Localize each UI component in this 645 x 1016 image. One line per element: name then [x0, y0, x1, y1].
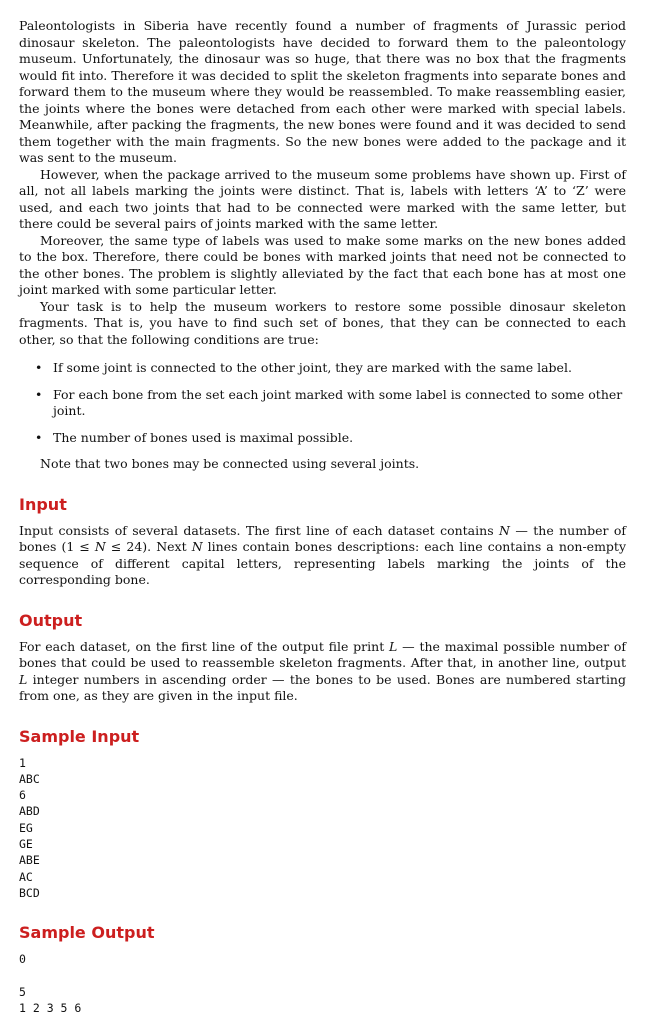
output-text-b: — the maximal possible number of bones that could be used to reassemble skeleton fragments. After that, in another line, output — [19, 638, 626, 670]
var-n: N — [191, 539, 203, 554]
var-n: N — [94, 539, 106, 554]
intro-paragraph-3: Moreover, the same type of labels was used to make some marks on the new bones added to the box. Therefore, there could be bones with marked joints that need not be connected to the other bones. The problem is slightly alleviated by the fact that each bone has at most one joint marked with some particular letter. — [19, 232, 626, 297]
output-heading: Output — [19, 610, 83, 630]
output-description — [19, 639, 626, 705]
conditions-list — [19, 360, 626, 446]
output-text-c: integer numbers in ascending order — the bones to be used. Bones are numbered starting from one, as they are given in the input file. — [19, 671, 626, 703]
intro-paragraph-4: Your task is to help the museum workers to restore some possible dinosaur skeleton fragments. That is, you have to find such set of bones, that they can be connected to each other, so that the following conditions are true: — [19, 298, 626, 347]
condition-item: • If some joint is connected to the other joint, they are marked with the same label. — [35, 360, 626, 377]
var-n: N — [499, 522, 510, 538]
var-l: L — [19, 671, 28, 687]
input-text-b: — the number of bones (1 ≤ — [19, 522, 626, 554]
sample-input-block: 1 ABC 6 ABD EG GE ABE AC BCD — [19, 755, 40, 900]
var-l: L — [389, 638, 398, 654]
sample-output-block: 0 5 1 2 3 5 6 — [19, 952, 82, 1016]
output-text-a: For each dataset, on the first line of the output file print — [19, 638, 390, 654]
sample-output-heading: Sample Output — [19, 923, 155, 943]
condition-item: • The number of bones used is maximal possible. — [35, 430, 626, 447]
input-description — [19, 523, 626, 589]
intro-paragraph-1: Paleontologists in Siberia have recently found a number of fragments of Jurassic period dinosaur skeleton. The paleontologists have decided to forward them to the paleontology museum. Unfortunately, the dinosaur was so huge, that there was no box that the fragments would fit into. Therefore it was decided to split the skeleton fragments into separate bones and forward them to the museum where they would be reassembled. To make reassembling easier, the joints where the bones were detached from each other were marked with special labels. Meanwhile, after packing the fragments, the new bones were found and it was decided to send them together with the main fragments. So the new bones were added to the package and it was sent to the museum. — [19, 18, 626, 165]
input-heading: Input — [19, 494, 67, 514]
sample-input-heading: Sample Input — [19, 726, 140, 746]
input-text-c: ≤ 24). Next — [105, 539, 192, 554]
note-paragraph: Note that two bones may be connected using several joints. — [40, 456, 420, 471]
input-text-d: lines contain bones descriptions: each line contains a non-empty sequence of different capital letters, representing labels marking the joints of the corresponding bone. — [19, 539, 627, 587]
condition-item: • For each bone from the set each joint marked with some label is connected to some other joint. — [35, 387, 626, 420]
intro-paragraph-2: However, when the package arrived to the museum some problems have shown up. First of all, not all labels marking the joints were distinct. That is, labels with letters ‘A’ to ‘Z’ were used, and each two joints that had to be connected were marked with the same letter, but there could be several pairs of joints marked with the same letter. — [19, 166, 626, 231]
input-text-a: Input consists of several datasets. The first line of each dataset contains — [19, 522, 500, 538]
